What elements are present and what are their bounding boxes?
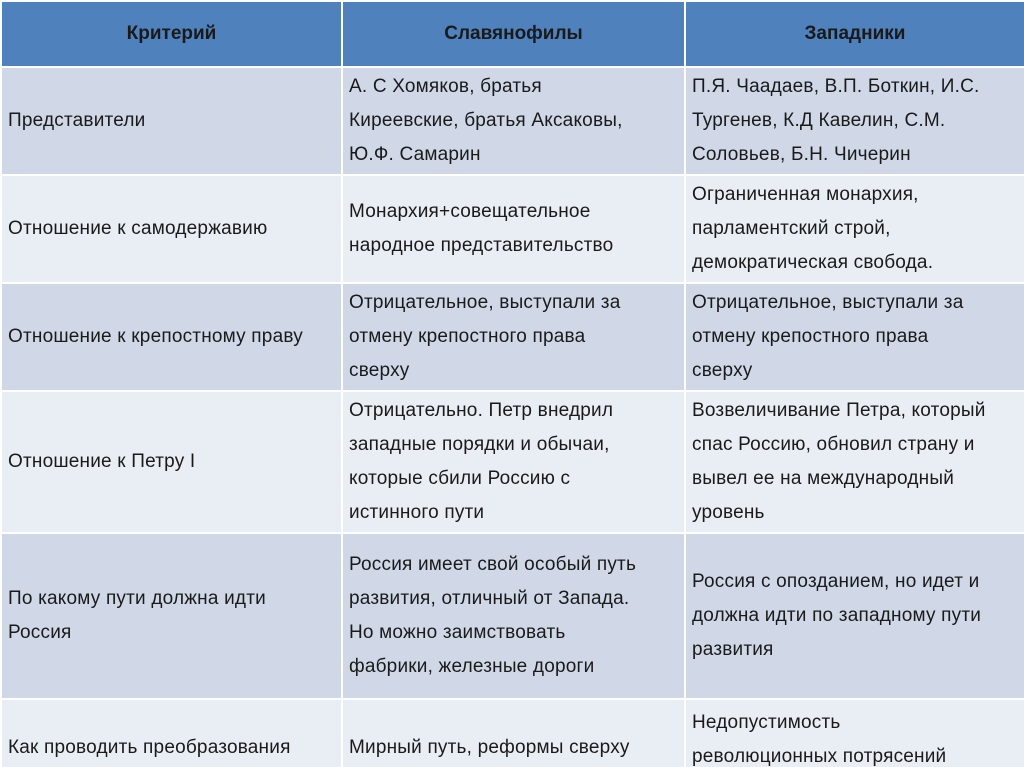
table-row [1,67,1024,175]
criterion-text: Как проводить преобразования [8,737,291,758]
table-row [1,283,1024,391]
westernizers-text: Отрицательное, выступали за отмену крепостного права сверху [692,292,964,381]
slavophiles-cell [342,67,685,175]
criterion-cell [1,67,342,175]
slavophiles-cell [342,391,685,533]
westernizers-text: Россия с опозданием, но идет и должна идти по западному пути развития [692,571,982,660]
slavophiles-text: Россия имеет свой особый путь развития, отличный от Запада. Но можно заимствовать фабрики, железные дороги [349,554,637,677]
slavophiles-text: Мирный путь, реформы сверху [349,737,630,758]
westernizers-cell [685,699,1024,767]
slavophiles-text: Отрицательное, выступали за отмену крепостного права сверху [349,292,621,381]
slavophiles-cell [342,283,685,391]
westernizers-text: Недопустимость революционных потрясений [692,712,947,767]
slavophiles-cell [342,699,685,767]
table-row [1,391,1024,533]
westernizers-cell [685,175,1024,283]
slavophiles-text: Отрицательно. Петр внедрил западные порядки и обычаи, которые сбили Россию с истинного пути [349,400,614,523]
criterion-text: По какому пути должна идти Россия [8,588,266,643]
westernizers-cell [685,67,1024,175]
criterion-text: Представители [8,110,146,131]
header-westernizers: Западники [685,1,1024,67]
westernizers-cell [685,283,1024,391]
slavophiles-cell [342,533,685,699]
slavophiles-text: А. С Хомяков, братья Киреевские, братья Аксаковы, Ю.Ф. Самарин [349,76,623,165]
criterion-cell [1,283,342,391]
slavophiles-cell [342,175,685,283]
slavophiles-text: Монархия+совещательное народное представительство [349,201,614,256]
table-row [1,533,1024,699]
criterion-text: Отношение к Петру I [8,451,196,472]
criterion-text: Отношение к крепостному праву [8,326,303,347]
westernizers-cell [685,533,1024,699]
table-row [1,175,1024,283]
table-header-row [1,1,1024,67]
criterion-cell [1,391,342,533]
westernizers-text: П.Я. Чаадаев, В.П. Боткин, И.С. Тургенев, К.Д Кавелин, С.М. Соловьев, Б.Н. Чичерин [692,76,980,165]
criterion-cell [1,533,342,699]
criterion-cell [1,699,342,767]
header-slavophiles: Славянофилы [342,1,685,67]
criterion-cell [1,175,342,283]
westernizers-text: Ограниченная монархия, парламентский строй, демократическая свобода. [692,184,934,273]
criterion-text: Отношение к самодержавию [8,218,268,239]
header-criterion: Критерий [1,1,342,67]
table-row [1,699,1024,767]
westernizers-text: Возвеличивание Петра, который спас Россию, обновил страну и вывел ее на международный уровень [692,400,986,523]
westernizers-cell [685,391,1024,533]
